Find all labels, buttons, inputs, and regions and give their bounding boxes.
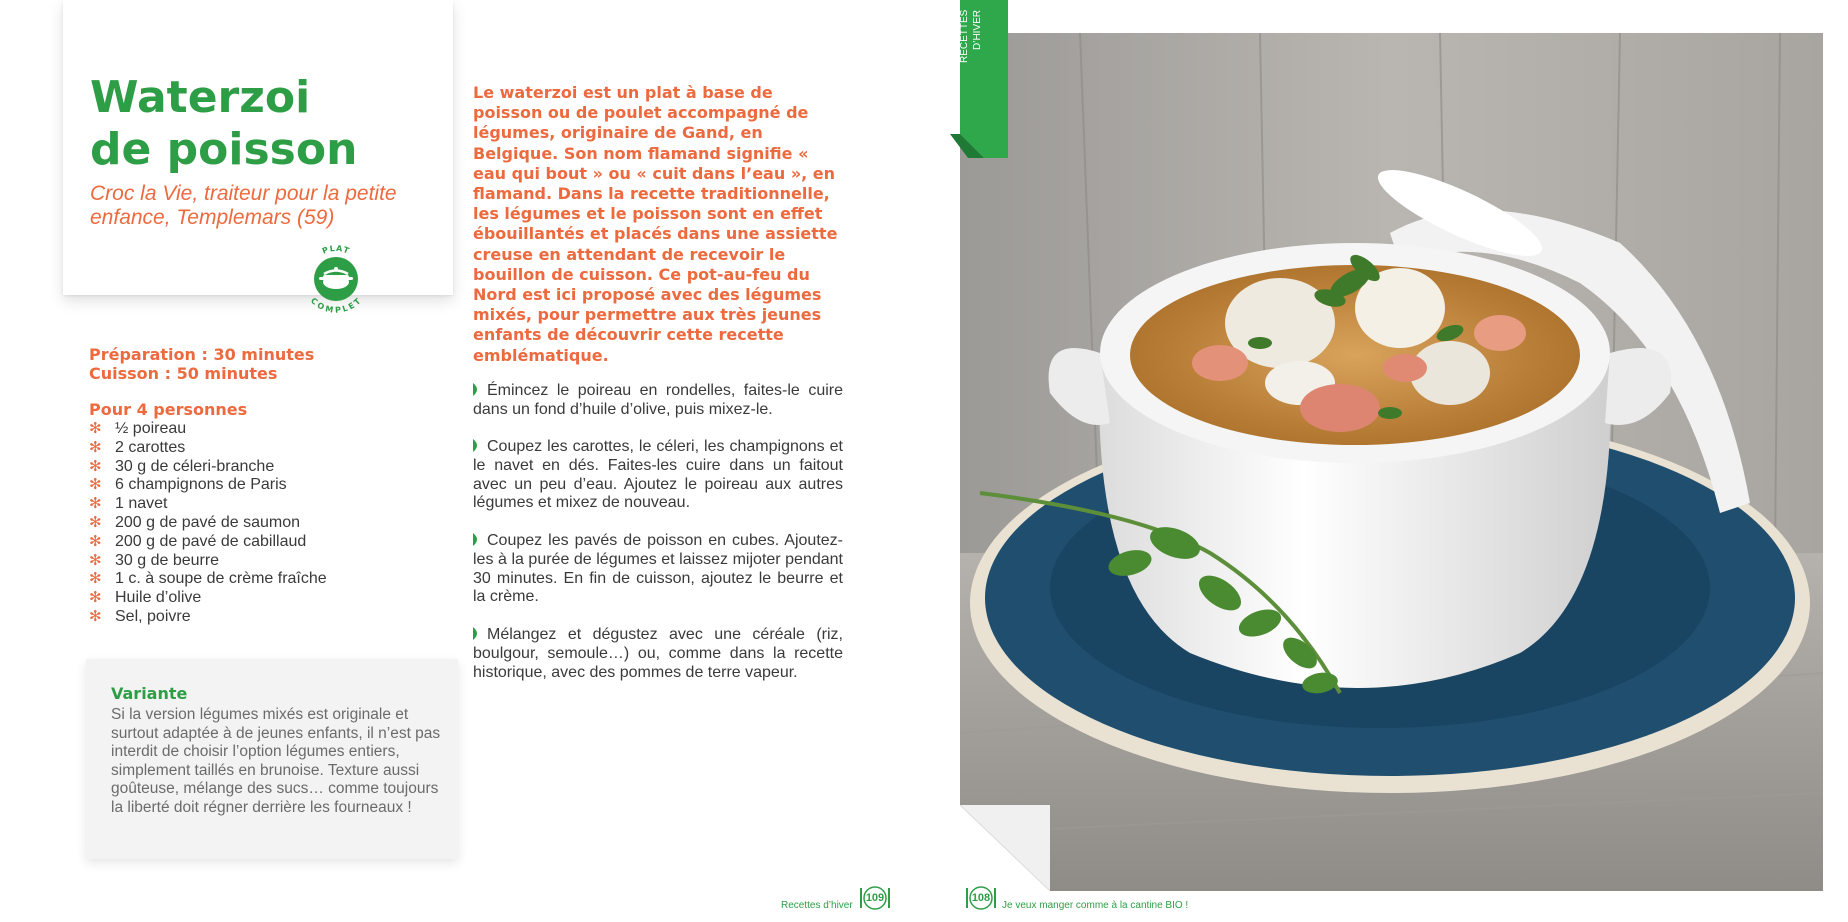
badge-bottom-label: COMPLET bbox=[308, 296, 364, 315]
asterisk-icon: ✻ bbox=[89, 589, 102, 607]
waterzoi-photo bbox=[960, 33, 1823, 891]
portions-heading: Pour 4 personnes bbox=[89, 400, 248, 419]
list-item: ✻ Huile d’olive bbox=[89, 589, 202, 607]
ribbon-label: RECETTES D’HIVER bbox=[959, 10, 983, 64]
ingredient-list bbox=[89, 420, 327, 627]
footer-right-label: Je veux manger comme à la cantine BIO ! bbox=[1002, 900, 1189, 911]
step-2: Coupez les carottes, le céleri, les champignons et le navet en dés. Faites-les cuire dans un faitout avec un peu d’eau. Ajoutez le poireau aux autres légumes et mixez de nouveau. bbox=[473, 438, 843, 512]
list-item: ✻ 30 g de beurre bbox=[89, 551, 220, 569]
list-item: ✻ 2 carottes bbox=[89, 438, 186, 456]
list-item: ✻ ½ poireau bbox=[89, 420, 187, 437]
bullet-icon bbox=[473, 439, 481, 452]
page-number-right: 108 bbox=[971, 892, 991, 904]
step-3: Coupez les pavés de poisson en cubes. Ajoutez-les à la purée de légumes et laissez mijoter pendant 30 minutes. En fin de cuisson, ajoutez le beurre et la crème. bbox=[473, 532, 843, 606]
variante-title: Variante bbox=[111, 684, 188, 703]
asterisk-icon: ✻ bbox=[89, 495, 102, 513]
asterisk-icon: ✻ bbox=[89, 570, 102, 588]
bullet-icon bbox=[473, 383, 481, 396]
asterisk-icon: ✻ bbox=[89, 513, 102, 531]
asterisk-icon: ✻ bbox=[89, 476, 102, 494]
list-item: ✻ 6 champignons de Paris bbox=[89, 476, 287, 494]
title-card bbox=[63, 0, 453, 295]
asterisk-icon: ✻ bbox=[89, 438, 102, 456]
recipe-title-line2: de poisson bbox=[90, 124, 358, 175]
badge-top-label: PLAT bbox=[320, 243, 352, 256]
bullet-icon bbox=[473, 627, 481, 640]
footer-left-label: Recettes d’hiver bbox=[781, 900, 853, 911]
asterisk-icon: ✻ bbox=[89, 551, 102, 569]
asterisk-icon: ✻ bbox=[89, 607, 102, 625]
plat-complet-badge bbox=[301, 238, 371, 318]
list-item: ✻ 200 g de pavé de saumon bbox=[89, 513, 301, 531]
list-item: ✻ 1 navet bbox=[89, 495, 168, 513]
asterisk-icon: ✻ bbox=[89, 457, 102, 475]
recipe-author: Croc la Vie, traiteur pour la petite enfance, Templemars (59) bbox=[90, 182, 397, 229]
recipe-title-line1: Waterzoi bbox=[90, 72, 311, 123]
timing-block bbox=[89, 345, 389, 383]
svg-text:PLAT bbox=[321, 244, 351, 256]
page-number-left: 109 bbox=[865, 892, 885, 904]
asterisk-icon: ✻ bbox=[89, 532, 102, 550]
step-4: Mélangez et dégustez avec une céréale (riz, boulgour, semoule…) ou, comme dans la recette historique, avec des pommes de terre vapeur. bbox=[473, 626, 843, 681]
page-corner-fold bbox=[960, 805, 1050, 891]
intro-paragraph: Le waterzoi est un plat à base de poisson ou de poulet accompagné de légumes, originaire de Gand, en Belgique. Son nom flamand signifie « eau qui bout » ou « cuit dans l’eau », en flamand. Dans la recette traditionnelle, les légumes et le poisson sont en effet ébouillantés et placés dans une assiette creuse en attendant de recevoir le bouillon de cuisson. Ce pot-au-feu du Nord est ici proposé avec des légumes mixés, pour permettre aux très jeunes enfants de découvrir cette recette emblématique. bbox=[473, 83, 838, 365]
list-item: ✻ Sel, poivre bbox=[89, 607, 191, 625]
recipe-title bbox=[90, 72, 430, 176]
list-item: ✻ 200 g de pavé de cabillaud bbox=[89, 532, 307, 550]
list-item: ✻ 30 g de céleri-branche bbox=[89, 457, 275, 475]
asterisk-icon: ✻ bbox=[89, 420, 102, 437]
cooking-time: Cuisson : 50 minutes bbox=[89, 364, 278, 383]
variante-card bbox=[86, 659, 458, 859]
preparation-time: Préparation : 30 minutes bbox=[89, 345, 315, 364]
step-1: Émincez le poireau en rondelles, faites-le cuire dans un fond d’huile d’olive, puis mixez-le. bbox=[473, 382, 843, 418]
variante-text: Si la version légumes mixés est originale et surtout adaptée à de jeunes enfants, il n’est pas interdit de choisir l’option légumes entiers, simplement taillés en brunoise. Texture aussi goûteuse, mélange des sucs… comme toujours la liberté doit régner derrière les fourneaux ! bbox=[111, 706, 441, 816]
list-item: ✻ 1 c. à soupe de crème fraîche bbox=[89, 570, 327, 588]
bullet-icon bbox=[473, 533, 481, 546]
